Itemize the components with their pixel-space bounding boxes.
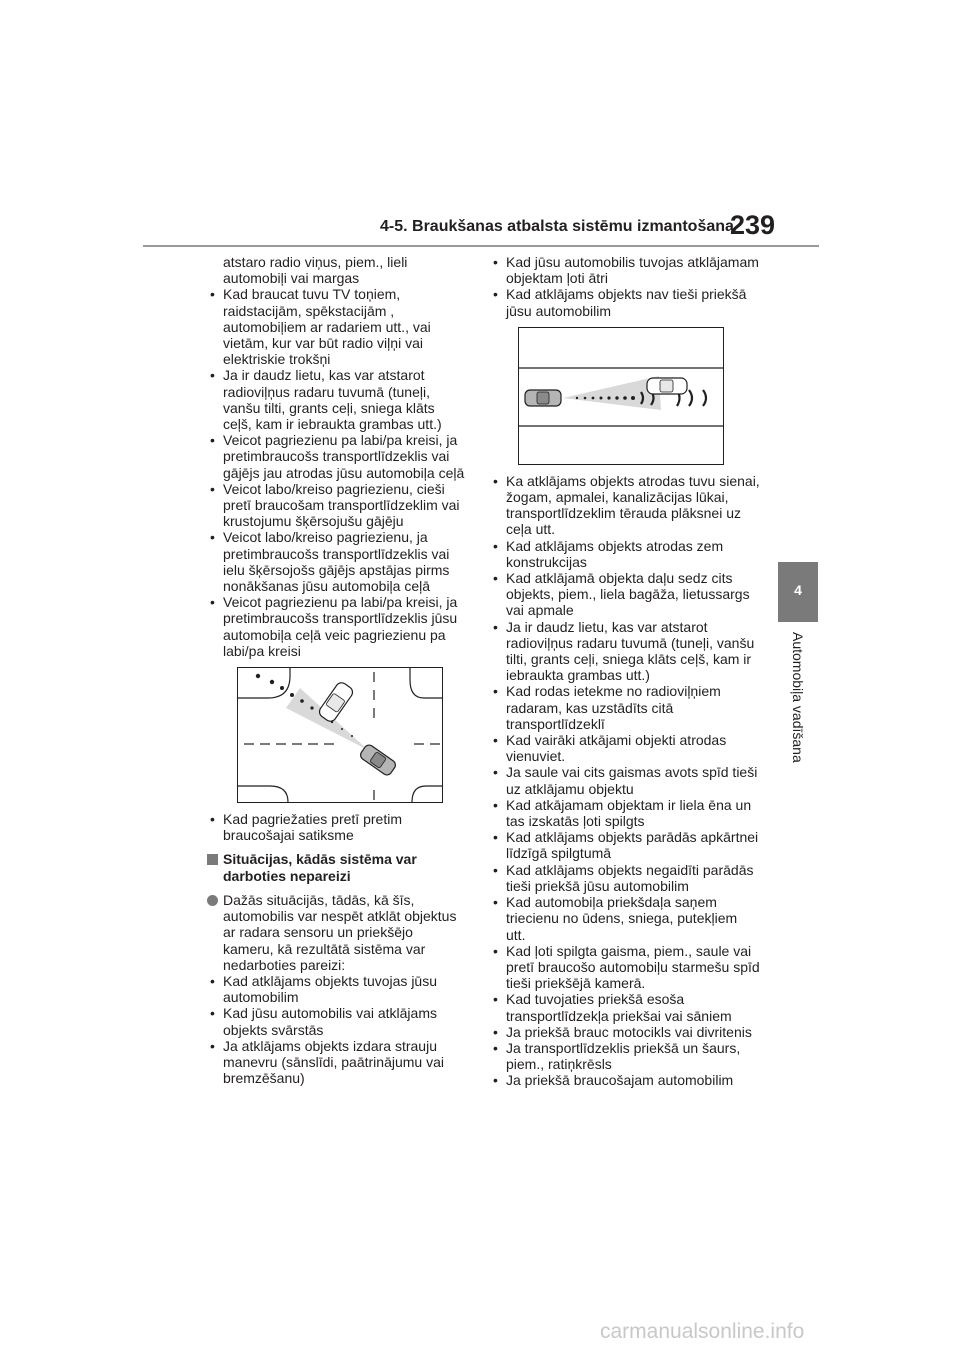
- offset-target-svg: [519, 328, 723, 464]
- right-column: [490, 254, 760, 1089]
- list-item: • Ja transportlīdzeklis priekšā un šaurs, piem., ratiņkrēsls: [490, 1040, 760, 1072]
- list-item: • Ja ir daudz lietu, kas var atstarot radioviļņus radaru tuvumā (tuneļi, vanšu tilti, grants ceļi, sniega klāts ceļš, kam ir iebraukta grambas utt.): [207, 367, 467, 432]
- list-item: • Kad jūsu automobilis vai atklājams objekts svārstās: [207, 1005, 467, 1037]
- list-item: • Kad atklājams objekts parādās apkārtnei līdzīgā spilgtumā: [490, 829, 760, 861]
- list-item: • Kad tuvojaties priekšā esoša transportlīdzekļa priekšai vai sāniem: [490, 991, 760, 1023]
- list-item: • Kad atklājams objekts nav tieši priekšā jūsu automobilim: [490, 286, 760, 318]
- left-column: [207, 254, 467, 1086]
- intro-text: Dažās situācijās, tādās, kā šīs, automobilis var nespēt atklāt objektus ar radara sensoru un priekšējo kameru, kā rezultātā sistēma var nedarboties pareizi:: [223, 891, 457, 973]
- list-item: • Ja priekšā brauc motocikls vai divritenis: [490, 1024, 760, 1040]
- header-rule: [143, 245, 819, 247]
- section-title: 4-5. Braukšanas atbalsta sistēmu izmantošana: [380, 218, 734, 235]
- list-item: • Kad pagriežaties pretī pretim braucošajai satiksme: [207, 811, 467, 843]
- list-item: • Ja saule vai cits gaismas avots spīd tieši uz atklājamu objektu: [490, 764, 760, 796]
- list-item: • Ka atklājams objekts atrodas tuvu sienai, žogam, apmalei, kanalizācijas lūkai, transportlīdzeklim tērauda plāksnei uz ceļa utt.: [490, 473, 760, 538]
- chapter-label-text: Automobiļa vadīšana: [790, 632, 806, 763]
- list-item: • Veicot labo/kreiso pagriezienu, cieši pretī braucošam transportlīdzeklim vai krustojumu šķērsojušu gājēju: [207, 481, 467, 530]
- list-item: • Kad jūsu automobilis tuvojas atklājamam objektam ļoti ātri: [490, 254, 760, 286]
- chapter-label: [788, 632, 812, 792]
- page-number: 239: [730, 210, 776, 240]
- list-item: • Veicot pagriezienu pa labi/pa kreisi, ja pretimbraucošs transportlīdzeklis jūsu automobiļa ceļā veic pagriezienu pa labi/pa kreisi: [207, 594, 467, 659]
- section-heading-text: Situācijas, kādās sistēma var darboties nepareizi: [223, 851, 417, 884]
- list-item: • Kad atkājamam objektam ir liela ēna un tas izskatās ļoti spilgts: [490, 797, 760, 829]
- circle-bullet-icon: [207, 895, 218, 906]
- continuation-text: atstaro radio viņus, piem., lieli automobiļi vai margas: [223, 254, 408, 287]
- intro-paragraph: [207, 892, 467, 973]
- list-item: • Veicot labo/kreiso pagriezienu, ja pretimbraucošs transportlīdzeklis vai ielu šķērsojošs gājējs apstājas pirms nonākšanas jūsu automobiļa ceļā: [207, 529, 467, 594]
- list-item: • Kad braucat tuvu TV toņiem, raidstacijām, spēkstacijām , automobiļiem ar radariem utt., vai vietām, kur var būt radio viļņi vai elektriskie trokšņi: [207, 286, 467, 367]
- chapter-tab: [778, 562, 818, 622]
- watermark: carmanualsonline.info: [600, 1320, 805, 1343]
- list-item: • Ja priekšā braucošajam automobilim: [490, 1072, 760, 1088]
- intersection-turn-illustration: [237, 667, 443, 803]
- list-item: • Ja atklājams objekts izdara strauju manevru (sānslīdi, paātrinājumu vai bremzēšanu): [207, 1038, 467, 1087]
- list-item: • Kad rodas ietekme no radioviļņiem radaram, kas uzstādīts citā transportlīdzeklī: [490, 683, 760, 732]
- section-heading: [207, 851, 467, 883]
- list-item: • Ja ir daudz lietu, kas var atstarot radioviļņus radaru tuvumā (tuneļi, vanšu tilti, grants ceļi, sniega klāts ceļš, kam ir iebraukta grambas utt.): [490, 619, 760, 684]
- list-item: • Kad vairāki atkājami objekti atrodas vienuviet.: [490, 732, 760, 764]
- offset-target-illustration: [518, 327, 724, 465]
- list-item: • Kad atklājams objekts tuvojas jūsu automobilim: [207, 973, 467, 1005]
- list-item: • Kad atklājams objekts negaidīti parādās tieši priekšā jūsu automobilim: [490, 862, 760, 894]
- list-item: • Kad atklājams objekts atrodas zem konstrukcijas: [490, 538, 760, 570]
- intersection-svg: [238, 668, 442, 802]
- list-item: • Kad automobiļa priekšdaļa saņem triecienu no ūdens, sniega, putekļiem utt.: [490, 894, 760, 943]
- list-item: • Kad ļoti spilgta gaisma, piem., saule vai pretī braucošo automobiļu starmešu spīd tieši priekšējā kamerā.: [490, 943, 760, 992]
- square-bullet-icon: [207, 854, 218, 865]
- list-item: • Kad atklājamā objekta daļu sedz cits objekts, piem., liela bagāža, lietussargs vai apmale: [490, 570, 760, 619]
- chapter-number: 4: [794, 582, 802, 598]
- list-item: • Veicot pagriezienu pa labi/pa kreisi, ja pretimbraucošs transportlīdzeklis vai gājējs jau atrodas jūsu automobiļa ceļā: [207, 432, 467, 481]
